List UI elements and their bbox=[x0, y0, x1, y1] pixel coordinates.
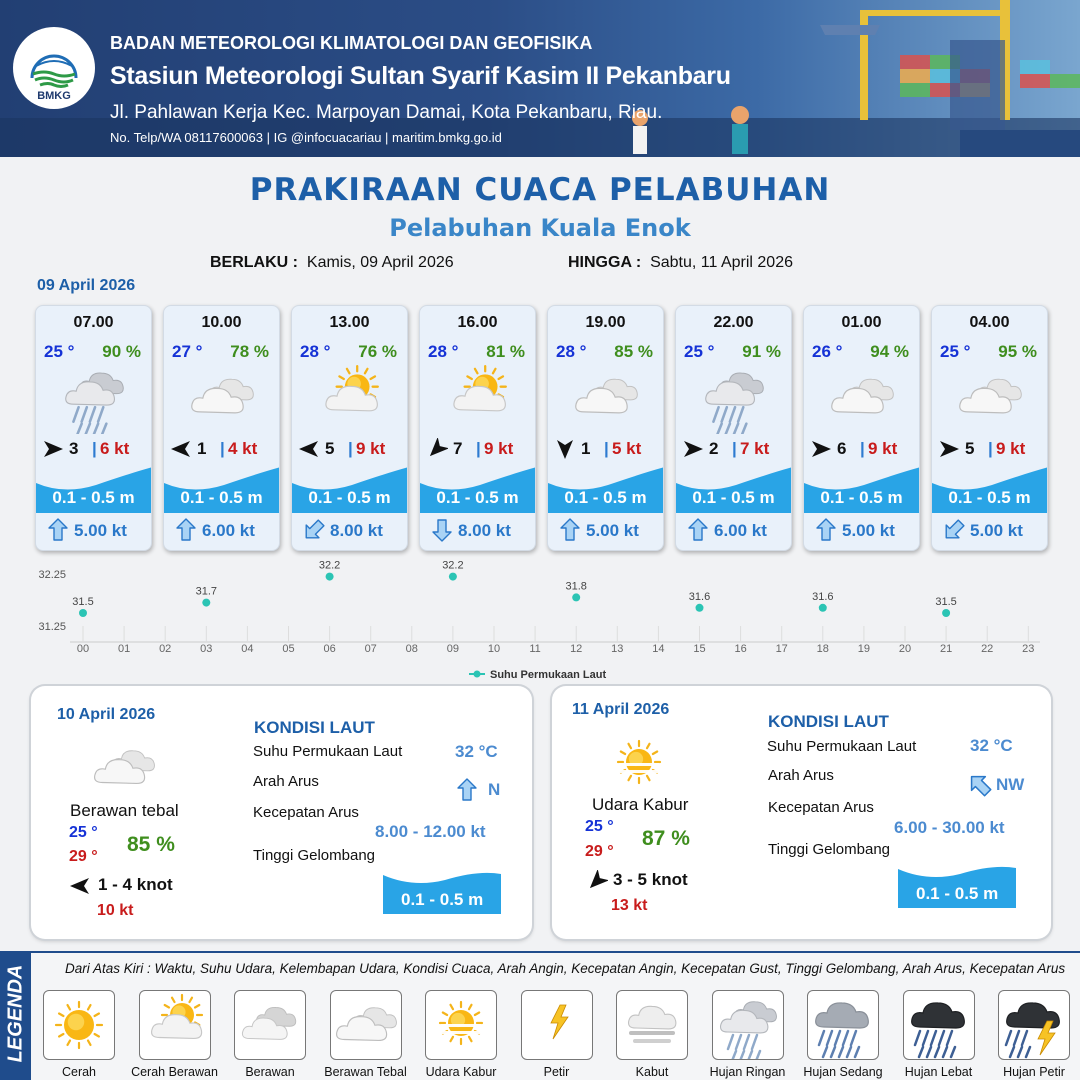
current-direction-icon bbox=[942, 518, 966, 542]
day2-wave-label: Tinggi Gelombang bbox=[253, 847, 376, 864]
x-tick-label: 19 bbox=[857, 643, 871, 656]
bmkg-emblem-icon bbox=[24, 48, 84, 90]
card-time: 22.00 bbox=[713, 314, 754, 331]
current-direction-icon bbox=[174, 518, 198, 542]
card-wave-height: 0.1 - 0.5 m bbox=[692, 488, 775, 507]
current-direction-icon bbox=[814, 518, 838, 542]
day3-temp-min: 25 ° bbox=[585, 818, 614, 835]
data-point bbox=[326, 573, 334, 581]
valid-from-value: Kamis, 09 April 2026 bbox=[306, 254, 454, 271]
current-direction-icon bbox=[455, 778, 479, 802]
card-wind-speed: 5 bbox=[325, 439, 335, 458]
light-rain-icon bbox=[58, 362, 130, 434]
data-label: 31.6 bbox=[812, 590, 834, 603]
day3-sst-value: 32 °C bbox=[970, 736, 1013, 755]
x-tick-label: 03 bbox=[200, 643, 213, 656]
card-wind-speed: 1 bbox=[581, 439, 591, 458]
card-separator: | bbox=[476, 439, 481, 458]
card-current-speed: 6.00 kt bbox=[714, 521, 767, 540]
card-gust: 7 kt bbox=[740, 439, 770, 458]
x-tick-label: 09 bbox=[446, 643, 460, 656]
wind-row bbox=[426, 437, 532, 461]
valid-from-label: BERLAKU : bbox=[210, 254, 298, 271]
day3-wind: 3 - 5 knot bbox=[613, 870, 688, 889]
day2-panel bbox=[31, 686, 532, 939]
card-time: 19.00 bbox=[585, 314, 626, 331]
legend-item bbox=[521, 990, 593, 1060]
data-point bbox=[202, 599, 210, 607]
data-label: 31.7 bbox=[195, 585, 218, 598]
x-tick-label: 14 bbox=[652, 643, 665, 656]
card-humidity: 76 % bbox=[358, 342, 397, 361]
forecast-card bbox=[291, 305, 408, 551]
legend-item-label: Cerah Berawan bbox=[131, 1065, 218, 1079]
current-direction-icon bbox=[558, 518, 582, 542]
day2-sst-value: 32 °C bbox=[455, 742, 498, 761]
card-gust: 4 kt bbox=[228, 439, 258, 458]
legend-item-label: Kabut bbox=[635, 1065, 669, 1079]
logo-text: BMKG bbox=[37, 90, 71, 102]
current-direction-icon bbox=[430, 518, 454, 542]
day3-current-speed-value: 6.00 - 30.00 kt bbox=[894, 818, 1005, 837]
day3-sst-label: Suhu Permukaan Laut bbox=[767, 738, 917, 755]
legend-strip bbox=[31, 953, 1080, 1080]
card-time: 04.00 bbox=[969, 314, 1010, 331]
overcast-icon bbox=[186, 362, 258, 434]
legend-item bbox=[807, 990, 879, 1060]
x-tick-label: 07 bbox=[364, 643, 377, 656]
card-time: 16.00 bbox=[457, 314, 498, 331]
day2-wind: 1 - 4 knot bbox=[98, 875, 173, 894]
x-tick-label: 21 bbox=[939, 643, 953, 656]
sun-icon bbox=[44, 991, 114, 1059]
overcast-icon bbox=[826, 362, 898, 434]
wind-direction-icon bbox=[810, 438, 832, 460]
card-gust: 5 kt bbox=[612, 439, 642, 458]
card-current-speed: 5.00 kt bbox=[970, 521, 1023, 540]
x-tick-label: 17 bbox=[775, 643, 788, 656]
legend-item bbox=[616, 990, 688, 1060]
header-banner bbox=[0, 0, 1080, 157]
lightning-icon bbox=[522, 991, 592, 1059]
legend-item bbox=[903, 990, 975, 1060]
day2-sst-label: Suhu Permukaan Laut bbox=[253, 743, 403, 760]
agency-name: BADAN METEOROLOGI KLIMATOLOGI DAN GEOFISIKA bbox=[110, 33, 593, 53]
card-separator: | bbox=[860, 439, 865, 458]
day2-date: 10 April 2026 bbox=[57, 706, 156, 723]
card-current-speed: 6.00 kt bbox=[202, 521, 255, 540]
forecast-card bbox=[547, 305, 664, 551]
day3-current-speed-label: Kecepatan Arus bbox=[768, 799, 874, 816]
card-separator: | bbox=[732, 439, 737, 458]
legend-item-label: Berawan bbox=[245, 1065, 295, 1079]
card-separator: | bbox=[988, 439, 993, 458]
x-tick-label: 13 bbox=[611, 643, 624, 656]
day3-gust: 13 kt bbox=[611, 897, 648, 914]
card-wind-speed: 1 bbox=[197, 439, 207, 458]
day2-current-dir-label: Arah Arus bbox=[253, 773, 319, 790]
card-humidity: 94 % bbox=[870, 342, 909, 361]
card-separator: | bbox=[92, 439, 97, 458]
legend-item-label: Hujan Petir bbox=[1003, 1065, 1065, 1079]
day2-gust: 10 kt bbox=[97, 902, 134, 919]
data-point bbox=[572, 593, 580, 601]
card-humidity: 91 % bbox=[742, 342, 781, 361]
day2-temp-min: 25 ° bbox=[69, 824, 98, 841]
card-wind-speed: 3 bbox=[69, 439, 79, 458]
legend-item-label: Berawan Tebal bbox=[324, 1065, 407, 1079]
card-gust: 9 kt bbox=[356, 439, 386, 458]
data-label: 31.6 bbox=[688, 590, 711, 603]
card-wind-speed: 2 bbox=[709, 439, 719, 458]
legend-item bbox=[998, 990, 1070, 1060]
day3-panel bbox=[552, 686, 1051, 939]
x-tick-label: 10 bbox=[487, 643, 501, 656]
card-time: 07.00 bbox=[73, 314, 114, 331]
day3-humidity: 87 % bbox=[642, 827, 690, 850]
wind-direction-icon bbox=[554, 438, 576, 460]
haze-icon bbox=[426, 991, 496, 1059]
card-humidity: 95 % bbox=[998, 342, 1037, 361]
legend-item bbox=[712, 990, 784, 1060]
card-current-speed: 5.00 kt bbox=[586, 521, 639, 540]
day2-humidity: 85 % bbox=[127, 833, 175, 856]
data-label: 31.8 bbox=[565, 580, 587, 593]
current-direction-icon bbox=[46, 518, 70, 542]
current-direction-icon bbox=[302, 518, 326, 542]
card-separator: | bbox=[220, 439, 225, 458]
card-temperature: 25 ° bbox=[684, 342, 715, 361]
legend-description: Dari Atas Kiri : Waktu, Suhu Udara, Kelembapan Udara, Kondisi Cuaca, Arah Angin, Kecepatan Angin, Kecepatan Gust, Tinggi Gelombang, Arah Arus, Kecepatan Arus bbox=[65, 961, 1066, 976]
card-current-speed: 8.00 kt bbox=[330, 521, 383, 540]
legend-item bbox=[425, 990, 497, 1060]
y-tick-label: 32.25 bbox=[38, 569, 66, 581]
wind-row bbox=[682, 437, 788, 461]
x-tick-label: 08 bbox=[405, 643, 418, 656]
valid-to bbox=[568, 254, 793, 272]
y-tick-label: 31.25 bbox=[38, 621, 66, 633]
x-tick-label: 04 bbox=[241, 643, 254, 656]
card-wave-height: 0.1 - 0.5 m bbox=[948, 488, 1031, 507]
legend-item-label: Hujan Lebat bbox=[904, 1065, 973, 1079]
wind-row bbox=[938, 437, 1044, 461]
wind-direction-icon bbox=[298, 438, 320, 460]
day2-current-speed-value: 8.00 - 12.00 kt bbox=[375, 822, 486, 841]
data-label: 32.2 bbox=[318, 559, 341, 572]
data-point bbox=[942, 609, 950, 617]
card-temperature: 25 ° bbox=[44, 342, 75, 361]
data-label: 31.5 bbox=[935, 596, 957, 608]
forecast-card bbox=[163, 305, 280, 551]
wind-row bbox=[810, 437, 916, 461]
data-point bbox=[79, 609, 87, 617]
data-point bbox=[819, 604, 827, 612]
thunderstorm-icon bbox=[999, 991, 1069, 1059]
station-address: Jl. Pahlawan Kerja Kec. Marpoyan Damai, Kota Pekanbaru, Riau. bbox=[110, 102, 663, 123]
x-tick-label: 02 bbox=[159, 643, 172, 656]
x-tick-label: 16 bbox=[734, 643, 747, 656]
legend-item-label: Udara Kabur bbox=[425, 1065, 497, 1079]
wind-direction-icon bbox=[42, 438, 64, 460]
card-temperature: 26 ° bbox=[812, 342, 843, 361]
card-time: 10.00 bbox=[201, 314, 242, 331]
data-label: 32.2 bbox=[442, 559, 464, 572]
legend-item bbox=[43, 990, 115, 1060]
wind-direction-icon bbox=[938, 438, 960, 460]
legend-item-label: Hujan Sedang bbox=[803, 1065, 883, 1079]
forecast-card bbox=[803, 305, 920, 551]
legend-entry: Suhu Permukaan Laut bbox=[490, 669, 607, 681]
overcast-icon bbox=[89, 734, 159, 792]
card-wind-speed: 6 bbox=[837, 439, 847, 458]
wind-direction-icon bbox=[682, 438, 704, 460]
port-name: Pelabuhan Kuala Enok bbox=[389, 214, 691, 242]
x-tick-label: 05 bbox=[282, 643, 295, 656]
valid-from bbox=[210, 254, 454, 272]
card-temperature: 28 ° bbox=[428, 342, 459, 361]
day2-current-dir-value: N bbox=[488, 780, 501, 799]
card-temperature: 28 ° bbox=[300, 342, 331, 361]
card-wave-height: 0.1 - 0.5 m bbox=[52, 488, 135, 507]
x-tick-label: 00 bbox=[76, 643, 90, 656]
card-wave-height: 0.1 - 0.5 m bbox=[820, 488, 903, 507]
x-tick-label: 06 bbox=[323, 643, 336, 656]
haze-icon bbox=[604, 730, 674, 788]
day2-wave-value: 0.1 - 0.5 m bbox=[401, 890, 484, 909]
day3-wave-value: 0.1 - 0.5 m bbox=[916, 884, 999, 903]
card-separator: | bbox=[604, 439, 609, 458]
legend-item bbox=[234, 990, 306, 1060]
light-rain-icon bbox=[698, 362, 770, 434]
card-wave-height: 0.1 - 0.5 m bbox=[180, 488, 263, 507]
legend-marker bbox=[474, 671, 481, 678]
card-humidity: 90 % bbox=[102, 342, 141, 361]
overcast-icon bbox=[570, 362, 642, 434]
legend bbox=[0, 951, 1080, 1080]
x-tick-label: 12 bbox=[570, 643, 583, 656]
legend-item bbox=[139, 990, 211, 1060]
card-temperature: 27 ° bbox=[172, 342, 203, 361]
card-current-speed: 5.00 kt bbox=[842, 521, 895, 540]
heavy-rain-icon bbox=[904, 991, 974, 1059]
valid-to-value: Sabtu, 11 April 2026 bbox=[650, 254, 793, 271]
card-wind-speed: 5 bbox=[965, 439, 975, 458]
partly-cloudy-icon bbox=[314, 362, 386, 434]
sst-chart bbox=[0, 556, 1080, 686]
forecast-card bbox=[35, 305, 152, 551]
legend-label: LEGENDA bbox=[4, 964, 27, 1063]
current-direction-icon bbox=[686, 518, 710, 542]
light-rain-icon bbox=[713, 991, 783, 1059]
legend-item-label: Petir bbox=[543, 1065, 570, 1079]
overcast-icon bbox=[331, 991, 401, 1059]
x-tick-label: 18 bbox=[816, 643, 829, 656]
partly-cloudy-icon bbox=[140, 991, 210, 1059]
legend-item-label: Cerah bbox=[61, 1065, 97, 1079]
card-current-speed: 8.00 kt bbox=[458, 521, 511, 540]
card-wave-height: 0.1 - 0.5 m bbox=[308, 488, 391, 507]
x-tick-label: 01 bbox=[117, 643, 131, 656]
day2-current-speed-label: Kecepatan Arus bbox=[253, 804, 359, 821]
card-humidity: 85 % bbox=[614, 342, 653, 361]
legend-item-label: Hujan Ringan bbox=[709, 1065, 786, 1079]
moderate-rain-icon bbox=[808, 991, 878, 1059]
page-title: PRAKIRAAN CUACA PELABUHAN bbox=[249, 172, 831, 208]
card-current-speed: 5.00 kt bbox=[74, 521, 127, 540]
card-time: 13.00 bbox=[329, 314, 370, 331]
card-gust: 9 kt bbox=[996, 439, 1026, 458]
wind-direction-icon bbox=[426, 438, 448, 460]
day2-condition: Berawan tebal bbox=[70, 801, 179, 820]
day3-wave-label: Tinggi Gelombang bbox=[768, 841, 891, 858]
partly-cloudy-icon bbox=[442, 362, 514, 434]
forecast-card bbox=[931, 305, 1048, 551]
card-humidity: 81 % bbox=[486, 342, 525, 361]
data-label: 31.5 bbox=[72, 596, 94, 608]
day2-sea-title: KONDISI LAUT bbox=[254, 718, 375, 737]
wind-direction-icon bbox=[170, 438, 192, 460]
x-tick-label: 11 bbox=[529, 643, 541, 656]
forecast-card bbox=[419, 305, 536, 551]
day3-temp-max: 29 ° bbox=[585, 843, 614, 860]
day3-current-dir-label: Arah Arus bbox=[768, 767, 834, 784]
data-point bbox=[449, 573, 457, 581]
card-separator: | bbox=[348, 439, 353, 458]
wind-row bbox=[170, 437, 276, 461]
x-tick-label: 23 bbox=[1022, 643, 1035, 656]
card-temperature: 28 ° bbox=[556, 342, 587, 361]
card-gust: 9 kt bbox=[484, 439, 514, 458]
card-gust: 6 kt bbox=[100, 439, 130, 458]
card-humidity: 78 % bbox=[230, 342, 269, 361]
wind-direction-icon bbox=[69, 875, 91, 897]
card-wind-speed: 7 bbox=[453, 439, 463, 458]
fog-icon bbox=[617, 991, 687, 1059]
legend-item bbox=[330, 990, 402, 1060]
wind-row bbox=[298, 437, 404, 461]
card-time: 01.00 bbox=[841, 314, 882, 331]
data-point bbox=[696, 604, 704, 612]
x-tick-label: 20 bbox=[898, 643, 912, 656]
wind-row bbox=[554, 437, 660, 461]
day3-condition: Udara Kabur bbox=[592, 795, 689, 814]
x-tick-label: 22 bbox=[981, 643, 994, 656]
card-wave-height: 0.1 - 0.5 m bbox=[436, 488, 519, 507]
day3-date: 11 April 2026 bbox=[572, 701, 670, 718]
station-name: Stasiun Meteorologi Sultan Syarif Kasim II Pekanbaru bbox=[110, 62, 731, 90]
day1-date: 09 April 2026 bbox=[37, 277, 136, 294]
wind-row bbox=[42, 437, 148, 461]
day2-temp-max: 29 ° bbox=[69, 848, 98, 865]
x-tick-label: 15 bbox=[693, 643, 706, 656]
station-contact: No. Telp/WA 08117600063 | IG @infocuacariau | maritim.bmkg.go.id bbox=[110, 130, 502, 145]
current-direction-icon bbox=[967, 772, 993, 798]
valid-to-label: HINGGA : bbox=[568, 254, 642, 271]
card-wave-height: 0.1 - 0.5 m bbox=[564, 488, 647, 507]
card-temperature: 25 ° bbox=[940, 342, 971, 361]
wind-direction-icon bbox=[586, 870, 608, 892]
day3-current-dir-value: NW bbox=[996, 775, 1025, 794]
card-gust: 9 kt bbox=[868, 439, 898, 458]
bmkg-logo bbox=[13, 27, 95, 109]
overcast-icon bbox=[954, 362, 1026, 434]
forecast-card bbox=[675, 305, 792, 551]
cloudy-icon bbox=[235, 991, 305, 1059]
day3-sea-title: KONDISI LAUT bbox=[768, 712, 889, 731]
